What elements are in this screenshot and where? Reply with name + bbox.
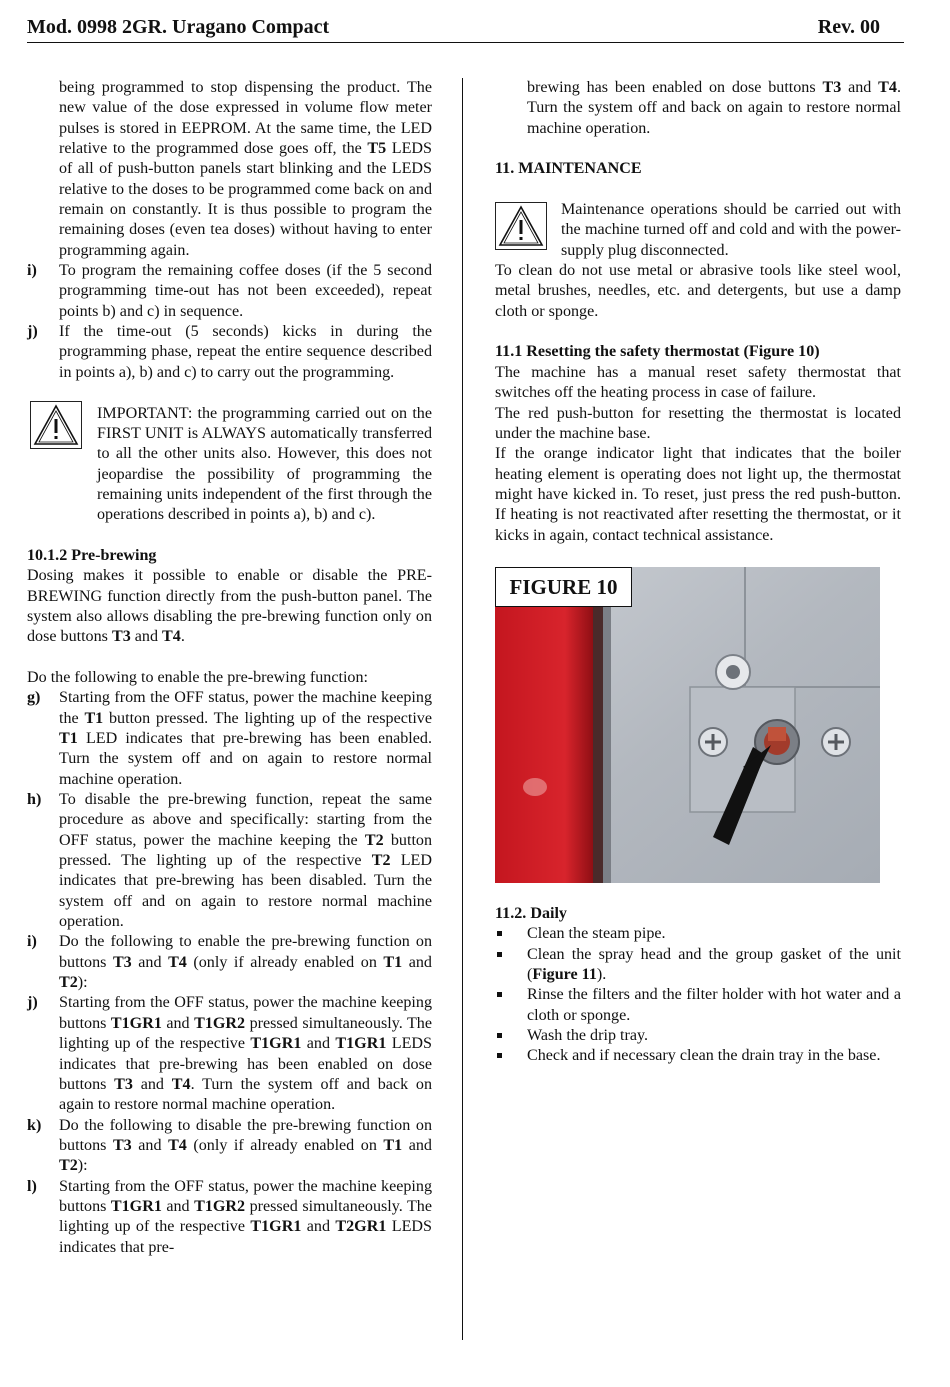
figure-10-photo <box>495 567 880 883</box>
maintenance-text: To clean do not use metal or abrasive tools like steel wool, metal brushes, needles, etc. and detergents, but use a damp cloth or sponge. <box>495 262 901 320</box>
maintenance-warning <box>495 200 901 261</box>
revision-label: Rev. 00 <box>817 16 880 38</box>
list-item: h) To disable the pre-brewing function, repeat the same procedure as above and specifically: starting from the OFF status, power the machine keeping the T2 button pressed. The lighting up of the respective T2 LED indicates that pre-brewing has been disabled. Turn the system off and on again to restore normal machine operation. <box>27 791 433 931</box>
list-item: Wash the drip tray. <box>495 1026 901 1046</box>
reset-paragraph-2: The red push-button for resetting the thermostat is located under the machine base. <box>495 404 901 442</box>
list-item: Clean the spray head and the group gasket of the unit (Figure 11). <box>495 945 901 986</box>
list-item: Check and if necessary clean the drain tray in the base. <box>495 1046 901 1066</box>
list-item: g) Starting from the OFF status, power the machine keeping the T1 button pressed. The lighting up of the respective T1 LED indicates that pre-brewing has been enabled. Turn the system off and on again to restore normal machine operation. <box>27 689 432 788</box>
list-item: i) To program the remaining coffee doses (if the 5 second programming time-out has not been exceeded), repeat points b) and c) in sequence. <box>27 262 432 320</box>
important-text: IMPORTANT: the programming carried out on the FIRST UNIT is ALWAYS automatically transferred to all the other units also. However, this does not jeopardise the possibility of programming the remaining units independent of the first through the operations described in points a), b) and c). <box>97 404 432 524</box>
warning-icon <box>495 202 547 250</box>
model-title: Mod. 0998 2GR. Uragano Compact <box>27 16 330 38</box>
continued-paragraph: brewing has been enabled on dose buttons T3 and T4. Turn the system off and back on again to restore normal machine operation. <box>527 79 901 137</box>
enable-intro: Do the following to enable the pre-brewing function: <box>27 668 369 686</box>
figure-label: FIGURE 10 <box>495 567 632 607</box>
daily-title: 11.2. Daily <box>495 904 567 922</box>
section-title: 10.1.2 Pre-brewing <box>27 546 157 564</box>
list-item: i) Do the following to enable the pre-brewing function on buttons T3 and T4 (only if already enabled on T1 and T2): <box>27 933 432 992</box>
important-note <box>27 404 432 526</box>
right-column <box>495 78 901 1067</box>
list-item: Rinse the filters and the filter holder with hot water and a cloth or sponge. <box>495 985 901 1026</box>
prebrew-paragraph: Dosing makes it possible to enable or disable the PRE-BREWING function directly from the push-button panel. The system also allows disabling the pre-brewing function only on dose buttons T3 and T4. <box>27 567 432 646</box>
reset-paragraph-3: If the orange indicator light that indicates that the boiler heating element is operating does not light up, the thermostat might have kicked in. To reset, just press the red push-button. If heating is not reactivated after resetting the thermostat, or it kicks in again, contact technical assistance. <box>495 445 901 544</box>
list-item: j) Starting from the OFF status, power the machine keeping buttons T1GR1 and T1GR2 pressed simultaneously. The lighting up of the respective T1GR1 and T1GR1 LEDS indicates that pre-brewing has been enabled on dose buttons T3 and T4. Turn the system off and back on again to restore normal machine operation. <box>27 994 432 1114</box>
warning-icon <box>30 401 82 449</box>
page-header <box>27 14 904 43</box>
maintenance-warning-text: Maintenance operations should be carried out with the machine turned off and cold and with the power-supply plug disconnected. <box>561 201 901 259</box>
list-item: k) Do the following to disable the pre-brewing function on buttons T3 and T4 (only if already enabled on T1 and T2): <box>27 1116 432 1175</box>
reset-title: 11.1 Resetting the safety thermostat (Figure 10) <box>495 343 820 361</box>
list-item: Clean the steam pipe. <box>495 924 901 944</box>
column-divider <box>462 78 463 1340</box>
maintenance-title: 11. MAINTENANCE <box>495 160 642 178</box>
intro-paragraph: being programmed to stop dispensing the product. The new value of the dose expressed in volume flow meter pulses is stored in EEPROM. At the same time, the LED relative to the programmed dose goes off, the T5 LEDS of all of push-button panels start blinking and the LEDS relative to the doses to be programmed come back on and remain on constantly. It is thus possible to program the remaining doses (even tea doses) without having to enter programming again. <box>59 79 432 259</box>
reset-paragraph-1: The machine has a manual reset safety thermostat that switches off the heating process in case of failure. <box>495 363 901 402</box>
left-column <box>27 78 432 1258</box>
list-item: l) Starting from the OFF status, power the machine keeping buttons T1GR1 and T1GR2 pressed simultaneously. The lighting up of the respective T1GR1 and T2GR1 LEDS indicates that pre- <box>27 1177 432 1256</box>
list-item: j) If the time-out (5 seconds) kicks in during the programming phase, repeat the entire sequence described in points a), b) and c) to carry out the programming. <box>27 323 432 381</box>
